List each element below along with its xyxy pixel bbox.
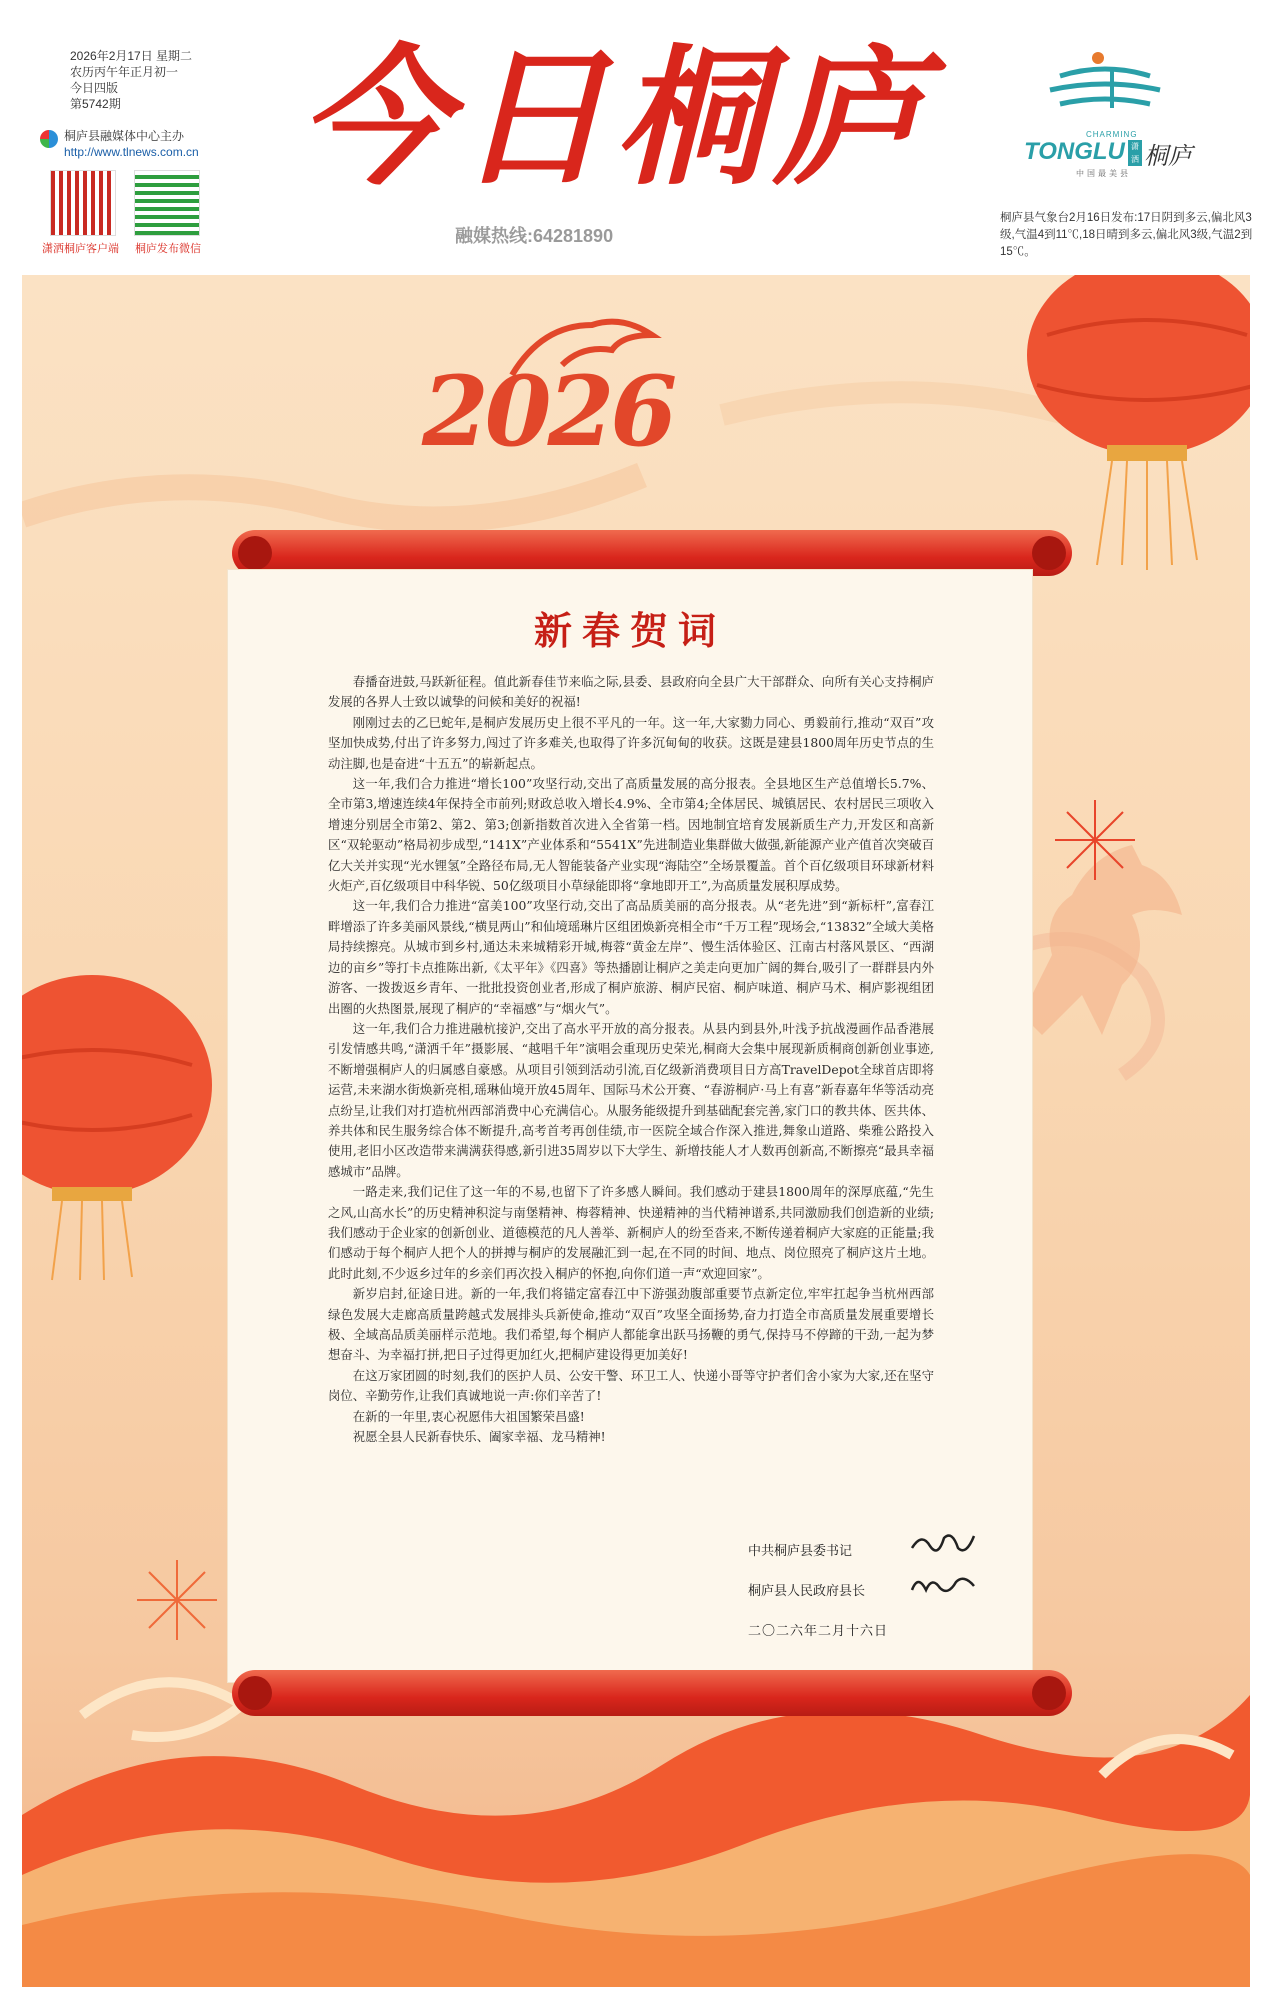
qr-code-wechat-icon[interactable] (134, 170, 200, 236)
paragraph: 在新的一年里,衷心祝愿伟大祖国繁荣昌盛! (352, 1408, 585, 1424)
masthead-meta (70, 48, 192, 112)
year-calligraphy: 2026 (422, 355, 674, 468)
qr-label-client: 潇洒桐庐客户端 (42, 243, 119, 255)
paragraph: 在这万家团圆的时刻,我们的医护人员、公安干警、环卫工人、快递小哥等守护者们舍小家为大家,还在坚守岗位、辛勤劳作,让我们真诚地说一声:你们辛苦了! (328, 1367, 934, 1404)
scroll-paper (228, 570, 1032, 1682)
new-year-poster (22, 275, 1250, 1987)
logo-cn-sub: 中国最美县 (1076, 169, 1131, 178)
paragraph: 一路走来,我们记住了这一年的不易,也留下了许多感人瞬间。我们感动于建县1800周年的深厚底蕴,“先生之风,山高水长”的历史精神积淀与南堡精神、梅蓉精神、快递精神的当代精神谱系,共同激励我们创造新的业绩;我们感动于企业家的创新创业、道德模范的凡人善举、新桐庐人的纷至沓来,不断传递着桐庐大家庭的正能量;我们感动于每个桐庐人把个人的拼搏与桐庐的发展融汇到一起,在不同的时间、地点、岗位照亮了桐庐这片土地。此时此刻,不少返乡过年的乡亲们再次投入桐庐的怀抱,向你们道一声“欢迎回家”。 (328, 1184, 934, 1281)
horse-head-icon (502, 305, 662, 385)
logo-cn-name: 桐庐 (1144, 142, 1192, 170)
signature-county-head: 桐庐县人民政府县长 (748, 1583, 866, 1598)
greeting-body (328, 672, 934, 1447)
logo-en-main: TONGLU (1024, 138, 1125, 165)
newspaper-title: 今日桐庐 (298, 30, 931, 206)
signature-party-secretary: 中共桐庐县委书记 (748, 1543, 853, 1558)
publisher-info (64, 128, 199, 160)
website-link[interactable]: http://www.tlnews.com.cn (64, 145, 199, 159)
lantern-left-icon (22, 965, 222, 1285)
paragraph: 这一年,我们合力推进融杭接沪,交出了高水平开放的高分报表。从县内到县外,叶浅予抗战漫画作品香港展引发情感共鸣,“潇洒千年”摄影展、“越唱千年”演唱会重现历史荣光,桐商大会集中展现新质桐商创新创业事迹,不断增强桐庐人的归属感自豪感。从项目引领到活动引流,百亿级新消费项目日方高TravelDepot全球首店即将运营,未来湖水街焕新亮相,瑶琳仙境开放45周年、国际马术公开赛、“春游桐庐·马上有喜”新春嘉年华等活动亮点纷呈,让我们对打造杭州西部消费中心充满信心。从服务能级提升到基础配套完善,家门口的教共体、医共体、养共体和民生服务综合体不断提升,高考首考再创佳绩,市一医院全域合作深入推进,舞象山道路、柴雅公路投入使用,老旧小区改造带来满满获得感,新引进35周岁以下大学生、新增技能人才人数再创新高,不断擦亮“最具幸福感城市”品牌。 (328, 1020, 934, 1179)
qr-label-wechat: 桐庐发布微信 (135, 243, 201, 255)
scroll-bottom-rod (232, 1670, 1072, 1716)
paragraph: 新岁启封,征途日进。新的一年,我们将锚定富春江中下游强劲腹部重要节点新定位,牢牢扛起争当杭州西部绿色发展大走廊高质量跨越式发展排头兵新使命,推动“双百”攻坚全面扬势,奋力打造全市高质量发展重要增长极、全域高品质美丽样示范地。我们希望,每个桐庐人都能拿出跃马扬鞭的勇气,保持马不停蹄的干劲,一起为梦想奋斗、为幸福打拼,把日子过得更加红火,把桐庐建设得更加美好! (328, 1286, 934, 1363)
logo-seal: 潇洒 (1128, 140, 1142, 166)
edition-line: 今日四版 (70, 81, 119, 95)
paragraph: 春播奋进鼓,马跃新征程。值此新春佳节来临之际,县委、县政府向全县广大干部群众、向所有关心支持桐庐发展的各界人士致以诚挚的问候和美好的祝福! (328, 674, 934, 710)
greeting-date: 二〇二六年二月十六日 (748, 1623, 889, 1638)
issue-line: 第5742期 (70, 97, 121, 111)
date-line: 2026年2月17日 星期二 (70, 49, 193, 63)
handwritten-signature-icon (908, 1528, 978, 1560)
firework-icon (132, 1555, 222, 1645)
qr-code-client-icon[interactable] (50, 170, 116, 236)
logo-en-top: CHARMING (1086, 130, 1138, 139)
tonglu-logo-icon (1040, 48, 1170, 118)
paragraph: 这一年,我们合力推进“增长100”攻坚行动,交出了高质量发展的高分报表。全县地区生产总值增长5.7%、全市第3,增速连续4年保持全市前列;财政总收入增长4.9%、全市第4;全体居民、城镇居民、农村居民三项收入增速分别居全市第2、第2、第3;创新指数首次进入全省第一档。因地制宜培育发展新质生产力,开发区和高新区“双轮驱动”格局初步成型,“141X”产业体系和“5541X”先进制造业集群做大做强,新能源产业产值首次突破百亿大关并实现“光水锂氢”全路径布局,无人智能装备产业实现“海陆空”全场景覆盖。首个百亿级项目环球新材料火炬产,百亿级项目中科华锐、50亿级项目小草绿能即将“拿地即开工”,为高质量发展积厚成势。 (328, 776, 934, 894)
greeting-heading: 新春贺词 (533, 608, 726, 653)
publisher-logo-icon (40, 130, 58, 148)
hotline: 融媒热线:64281890 (455, 226, 614, 246)
publisher-name: 桐庐县融媒体中心主办 (64, 129, 185, 143)
handwritten-signature-icon (908, 1568, 978, 1600)
firework-icon (1050, 795, 1140, 885)
paragraph: 刚刚过去的乙巳蛇年,是桐庐发展历史上很不平凡的一年。这一年,大家勠力同心、勇毅前行,推动“双百”攻坚加快成势,付出了许多努力,闯过了许多难关,也取得了许多沉甸甸的收获。这既是建县1800周年历史节点的生动注脚,也是奋进“十五五”的崭新起点。 (328, 714, 934, 771)
weather-report: 桐庐县气象台2月16日发布:17日阴到多云,偏北风3级,气温4到11℃,18日晴到多云,偏北风3级,气温2到15℃。 (1000, 212, 1253, 258)
paragraph: 这一年,我们合力推进“富美100”攻坚行动,交出了高品质美丽的高分报表。从“老先进”到“新标杆”,富春江畔增添了许多美丽风景线,“横見两山”和仙境瑶琳片区组团焕新亮相全市“千万工程”现场会,“13832”全域大美格局持续擦亮。从城市到乡村,通达未来城精彩开城,梅蓉“黄金左岸”、慢生活体验区、江南古村落风景区、“西湖边的亩乡”等打卡点推陈出新,《太平年》《四喜》等热播剧让桐庐之美走向更加广阔的舞台,吸引了一群群县内外游客、一拨拨返乡青年、一批批投资创业者,形成了桐庐旅游、桐庐民宿、桐庐味道、桐庐马术、桐庐影视组团出圈的火热图景,展现了桐庐的“幸福感”与“烟火气”。 (328, 898, 934, 1016)
lunar-line: 农历丙午年正月初一 (70, 65, 179, 79)
paragraph: 祝愿全县人民新春快乐、阖家幸福、龙马精神! (352, 1429, 606, 1445)
